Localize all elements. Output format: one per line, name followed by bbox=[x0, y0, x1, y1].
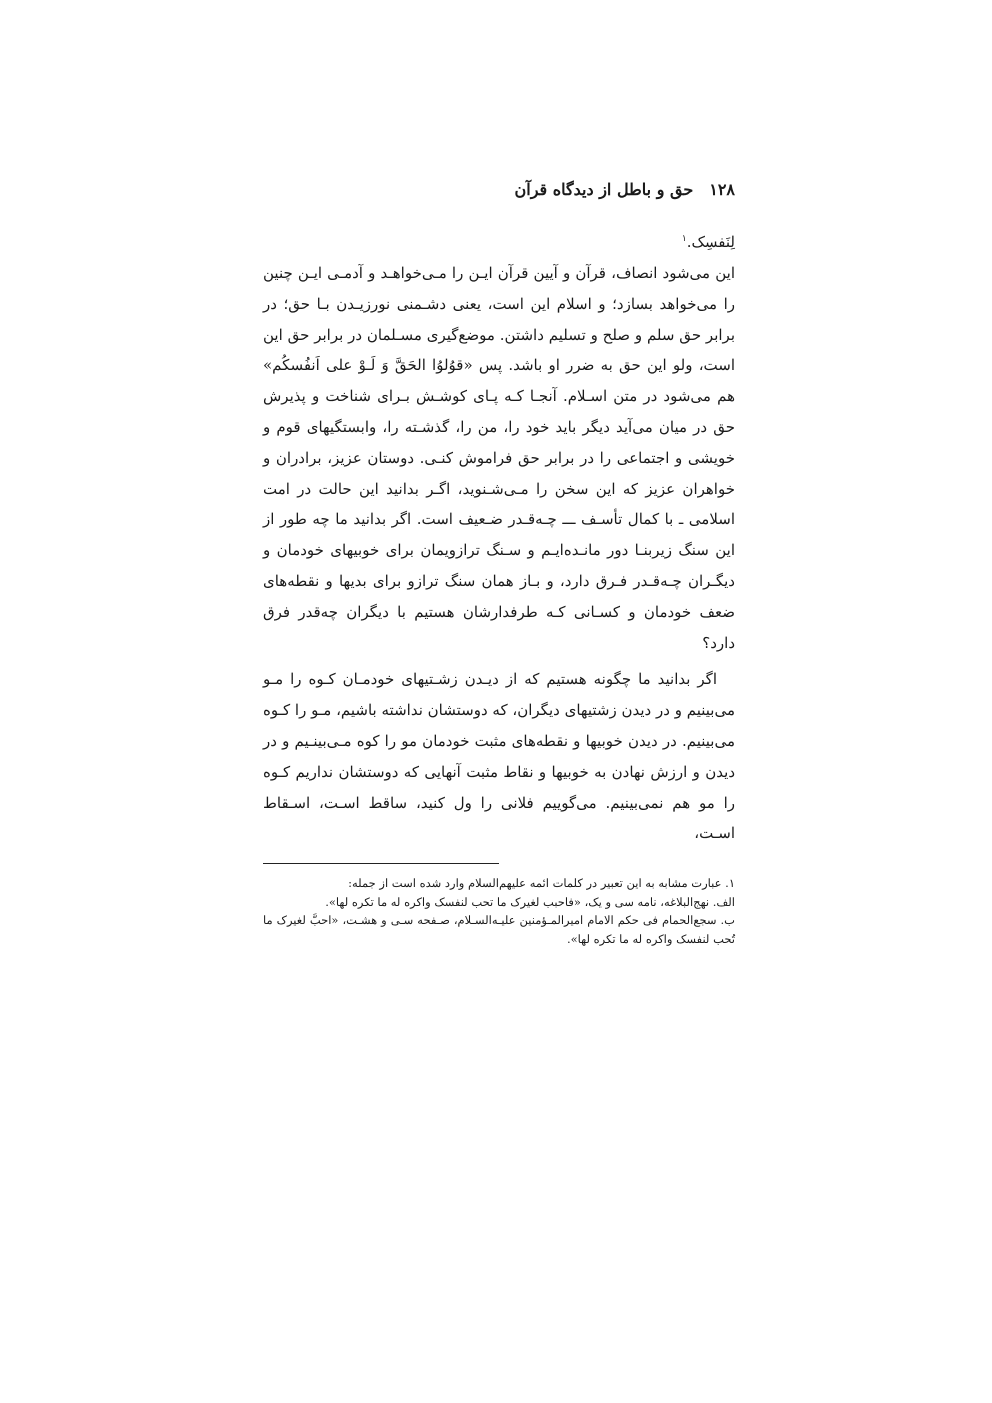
footnote-line: ب. سجع‌الحمام فی حکم الامام امیرالمـؤمنین علیـه‌السـلام، صـفحه سـی و هشـت، «احبَّ لغیرک ما تُحب لنفسک واکره له ما تکره لها». bbox=[263, 913, 735, 946]
book-page bbox=[263, 180, 735, 948]
running-head bbox=[263, 180, 735, 220]
running-head-title: حق و باطل از دیدگاه قرآن bbox=[514, 180, 694, 199]
footnote-line: ۱. عبارت مشابه به این تعبیر در کلمات ائمه علیهم‌السلام وارد شده است از جمله: bbox=[348, 876, 735, 891]
fragment-text: لِنَفسِک. bbox=[686, 233, 735, 251]
page-number: ۱۲۸ bbox=[709, 180, 735, 199]
footnote-marker: ۱ bbox=[681, 234, 687, 244]
footnote-separator bbox=[263, 863, 499, 864]
body-text bbox=[263, 258, 735, 849]
paragraph: اگر بدانید ما چگونه هستیم که از دیـدن زشـتیهای خودمـان کـوه را مـو می‌بینیم و در دیدن زشتیهای دیگران، که دوستشان نداشته باشیم، مـو را کـوه می‌بینیم. در دیدن خوبیها و نقطه‌های مثبت خودمان مو را کوه مـی‌بینـیم و در دیدن و ارزش نهادن به خوبیها و نقاط مثبت آنهایی که دوستشان نداریم کـوه را مو هم نمی‌بینیم. می‌گوییم فلانی را ول کنید، ساقط اسـت، اسـقاط اسـت، bbox=[263, 670, 735, 843]
footnotes bbox=[263, 874, 735, 948]
paragraph: این می‌شود انصاف، قرآن و آیین قرآن ایـن را مـی‌خواهـد و آدمـی ایـن چنین را می‌خواهد بسازد؛ و اسلام این است، یعنی دشـمنی نورزیـدن بـا حق؛ در برابر حق سلم و صلح و تسلیم داشتن. موضع‌گیری مسـلمان در برابر حق این است، ولو این حق به ضرر او باشد. پس «قوُلوُا الحَقَّ وَ لَـوْ علی اَنفُسکُم» هم می‌شود در متن اسـلام. آنجـا کـه پـای کوشـش بـرای شناخت و پذیرش حق در میان می‌آید دیگر باید خود را، من را، گذشـته را، وابستگیهای قوم و خویشی و اجتماعی را در برابر حق فراموش کنـی. دوستان عزیز، برادران و خواهران عزیز که این سخن را مـی‌شـنوید، اگـر بدانید این حالت در امت اسلامی ـ با کمال تأسـف ـــ چـه‌قـدر ضـعیف است. اگر بدانید ما چه طور از این سنگ زیربنـا دور مانـده‌ایـم و سـنگ ترازویمان برای خوبیهای خودمان و دیگـران چـه‌قـدر فـرق دارد، و بـاز همان سنگ ترازو برای بدیها و نقطه‌های ضعف خودمان و کسـانی کـه طرفدارشان هستیم با دیگران چه‌قدر فرق دارد؟ bbox=[263, 264, 735, 652]
footnote-line: الف. نهج‌البلاغه، نامه سی و یک، «فاحبب لغیرک ما تحب لنفسک واکره له ما تکره لها». bbox=[325, 894, 735, 909]
continued-fragment bbox=[263, 220, 735, 258]
